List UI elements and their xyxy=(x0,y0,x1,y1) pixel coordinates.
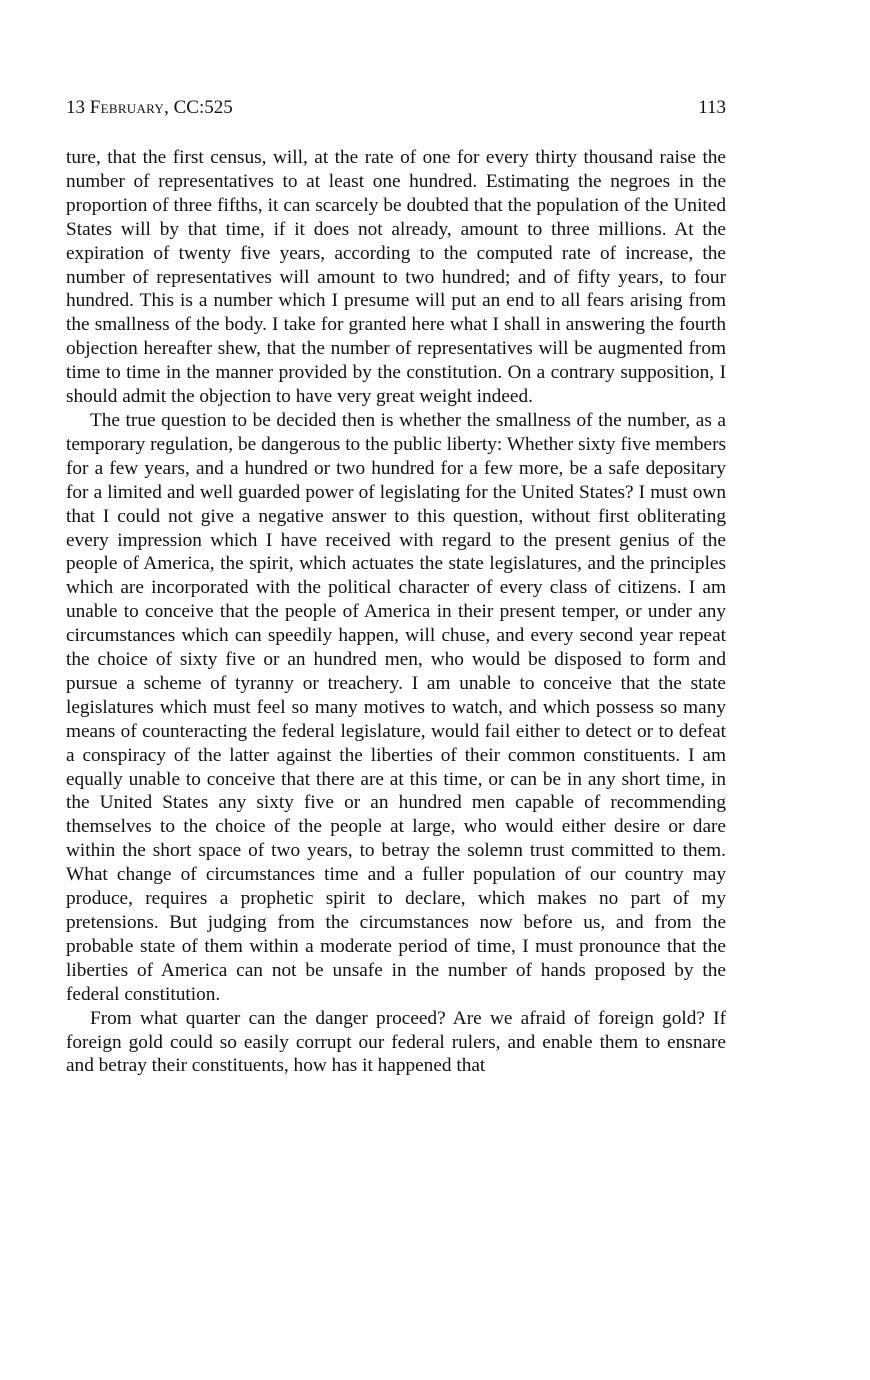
document-reference: CC:525 xyxy=(173,97,233,118)
page xyxy=(66,96,726,1078)
running-head xyxy=(66,96,726,146)
paragraph-3: From what quarter can the danger proceed? Are we afraid of foreign gold? If foreign gold could so easily corrupt our federal rulers, and enable them to ensnare and betray their constituents, how has it happened that xyxy=(66,1007,726,1077)
paragraph-2: The true question to be decided then is whether the smallness of the number, as a temporary regulation, be dangerous to the public liberty: Whether sixty five members for a few years, and a hundred or two hundred for a few more, be a safe depositary for a limited and well guarded power of legislating for the United States? I must own that I could not give a negative answer to this question, without first obliterating every impression which I have received with regard to the present genius of the people of America, the spirit, which actuates the state legislatures, and the principles which are incorporated with the political character of every class of citizens. I am unable to conceive that the people of America in their present temper, or under any circumstances which can speedily happen, will chuse, and every second year repeat the choice of sixty five or an hundred men, who would be disposed to form and pursue a scheme of tyranny or treachery. I am unable to conceive that the state legislatures which must feel so many motives to watch, and which possess so many means of counteracting the federal legislature, would fail either to detect or to defeat a conspiracy of the latter against the liberties of their common constituents. I am equally unable to conceive that there are at this time, or can be in any short time, in the United States any sixty five or an hundred men capable of recommending themselves to the choice of the people at large, who would either desire or dare within the short space of two years, to betray the solemn trust committed to them. What change of circumstances time and a fuller population of our country may produce, requires a prophetic spirit to declare, which makes no part of my pretensions. But judging from the circumstances now before us, and from the probable state of them within a moderate period of time, I must pronounce that the liberties of America can not be unsafe in the number of hands proposed by the federal constitution. xyxy=(66,409,726,1005)
paragraph-1: ture, that the first census, will, at the rate of one for every thirty thousand raise the number of representatives to at least one hundred. Estimating the negroes in the proportion of three fifths, it can scarcely be doubted that the population of the United States will by that time, if it does not already, amount to three millions. At the expiration of twenty five years, according to the computed rate of increase, the number of representatives will amount to two hundred; and of fifty years, to four hundred. This is a number which I presume will put an end to all fears arising from the smallness of the body. I take for granted here what I shall in answering the fourth objection hereafter shew, that the number of representatives will be augmented from time to time in the manner provided by the constitution. On a contrary supposition, I should admit the objection to have very great weight indeed. xyxy=(66,147,726,408)
body-text xyxy=(66,146,726,1078)
date-day: 13 xyxy=(66,97,85,118)
running-head-left: 13 February, CC:525 xyxy=(66,97,233,118)
date-month: February xyxy=(89,97,165,118)
page-number: 113 xyxy=(698,97,726,118)
